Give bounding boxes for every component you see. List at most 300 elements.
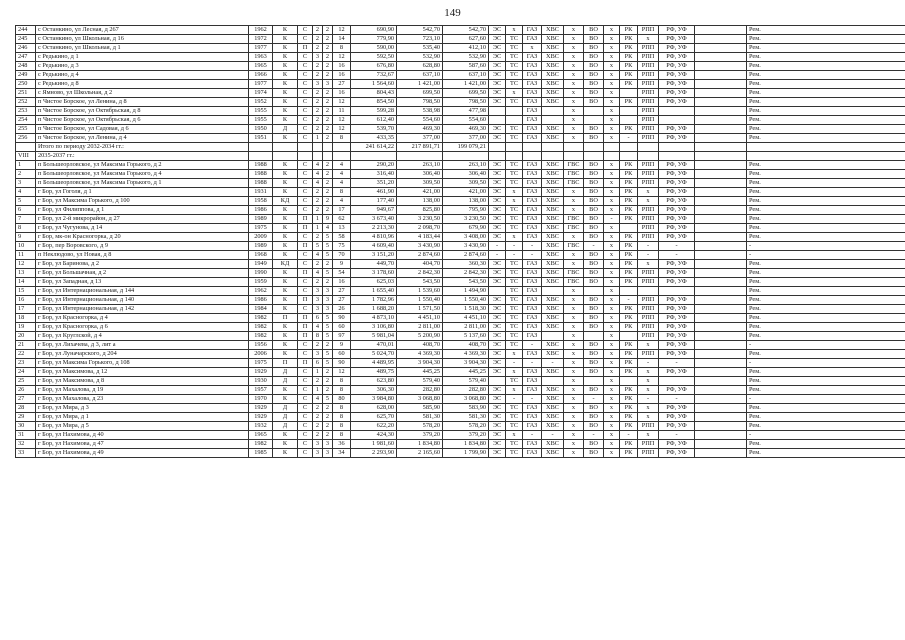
table-cell: ЭС — [489, 233, 506, 242]
table-cell: 5 — [323, 359, 333, 368]
table-cell: - — [747, 431, 905, 440]
table-cell: х — [564, 404, 584, 413]
table-cell: х — [604, 278, 620, 287]
table-cell: Рем. — [747, 197, 905, 206]
table-cell: п Чистое Борское, ул Ленина, д 8 — [36, 98, 249, 107]
table-cell — [695, 431, 747, 440]
table-cell: 9 — [16, 233, 36, 242]
table-cell: 542,70 — [397, 26, 443, 35]
table-cell: 1975 — [249, 359, 273, 368]
table-cell: 1989 — [249, 215, 273, 224]
table-cell: Рем. — [747, 413, 905, 422]
empty-cell — [638, 143, 659, 152]
table-cell: С — [298, 179, 313, 188]
table-cell: - — [523, 251, 542, 260]
table-cell: п Неклюдово, ул Новая, д 8 — [36, 251, 249, 260]
table-cell: РК — [620, 314, 638, 323]
table-cell: 26 — [333, 305, 351, 314]
empty-cell — [323, 152, 333, 161]
table-cell: РК — [620, 386, 638, 395]
table-cell: ТС — [506, 332, 523, 341]
table-cell: ТС — [506, 296, 523, 305]
table-cell: 27 — [333, 80, 351, 89]
table-cell: 4 451,10 — [443, 314, 489, 323]
table-cell: ГАЗ — [523, 215, 542, 224]
table-cell: 2 — [313, 260, 323, 269]
table-cell: ГАЗ — [523, 305, 542, 314]
table-cell: 3 430,90 — [443, 242, 489, 251]
table-cell: 578,20 — [397, 422, 443, 431]
table-cell: 5 — [323, 251, 333, 260]
table-cell: 1957 — [249, 386, 273, 395]
table-cell: РК — [620, 395, 638, 404]
table-cell: 2 — [323, 179, 333, 188]
table-cell: г Бор, ул Мира, д 3 — [36, 404, 249, 413]
table-cell: РК — [620, 341, 638, 350]
table-cell: Рем. — [747, 314, 905, 323]
table-cell: К — [273, 206, 298, 215]
empty-cell — [564, 143, 584, 152]
table-cell: ВО — [584, 296, 604, 305]
table-cell: г Бор, ул Мира, д 5 — [36, 422, 249, 431]
table-cell: ХВС — [542, 305, 564, 314]
table-cell: 581,30 — [443, 413, 489, 422]
table-cell: 249 — [16, 71, 36, 80]
table-cell: - — [747, 242, 905, 251]
table-cell: 245 — [16, 35, 36, 44]
table-cell: 25 — [16, 377, 36, 386]
table-cell: 5 137,60 — [443, 332, 489, 341]
table-cell: 637,10 — [443, 71, 489, 80]
table-cell: - — [659, 395, 695, 404]
table-cell: 1982 — [249, 440, 273, 449]
table-cell: 6 — [313, 359, 323, 368]
table-cell: ТС — [506, 413, 523, 422]
table-cell: РК — [620, 35, 638, 44]
table-cell: ВО — [584, 422, 604, 431]
table-cell: ХВС — [542, 179, 564, 188]
table-cell: 9 — [323, 215, 333, 224]
table-cell: 2 — [313, 188, 323, 197]
table-cell — [489, 287, 506, 296]
table-cell: 3 408,00 — [443, 233, 489, 242]
table-cell: РПП — [638, 224, 659, 233]
table-cell: - — [620, 296, 638, 305]
table-cell: 1989 — [249, 242, 273, 251]
table-cell: 1 494,90 — [443, 287, 489, 296]
housing-register-table — [15, 25, 905, 458]
table-cell: ГАЗ — [523, 116, 542, 125]
table-cell: 4 — [313, 179, 323, 188]
table-cell: х — [564, 386, 584, 395]
table-cell: Д — [273, 377, 298, 386]
table-cell: ХВС — [542, 233, 564, 242]
table-cell: 3 — [323, 449, 333, 458]
table-cell: С — [298, 350, 313, 359]
table-cell: 3 — [313, 53, 323, 62]
table-cell: 252 — [16, 98, 36, 107]
table-cell: 2 — [323, 44, 333, 53]
table-cell: х — [506, 197, 523, 206]
table-cell: 379,20 — [443, 431, 489, 440]
table-cell: 2 811,00 — [443, 323, 489, 332]
table-cell: ВО — [584, 404, 604, 413]
table-cell: ХВС — [542, 71, 564, 80]
table-cell: РПП — [638, 449, 659, 458]
table-cell: ХВС — [542, 323, 564, 332]
table-cell: 4 — [323, 224, 333, 233]
table-cell — [695, 233, 747, 242]
table-cell: ЭС — [489, 431, 506, 440]
table-cell: К — [273, 350, 298, 359]
table-cell: х — [564, 413, 584, 422]
table-row — [16, 161, 905, 170]
table-cell: К — [273, 44, 298, 53]
table-cell: 1990 — [249, 269, 273, 278]
table-cell: 581,30 — [397, 413, 443, 422]
table-cell: ЭС — [489, 359, 506, 368]
table-cell: К — [273, 35, 298, 44]
table-cell: 2 — [323, 134, 333, 143]
section-header-row — [16, 152, 905, 161]
table-cell: 1 550,40 — [443, 296, 489, 305]
table-cell: С — [298, 278, 313, 287]
table-cell: 1951 — [249, 134, 273, 143]
table-row — [16, 125, 905, 134]
table-cell: - — [638, 359, 659, 368]
table-cell — [695, 323, 747, 332]
table-cell — [542, 287, 564, 296]
empty-cell — [351, 152, 397, 161]
table-row — [16, 62, 905, 71]
table-cell: ВО — [584, 35, 604, 44]
register-body — [16, 26, 905, 458]
table-cell: 1 571,50 — [397, 305, 443, 314]
table-cell: 16 — [333, 71, 351, 80]
empty-cell — [747, 143, 905, 152]
table-cell: 16 — [333, 62, 351, 71]
table-cell: 2 — [313, 233, 323, 242]
table-cell: П — [298, 215, 313, 224]
table-cell: 2 — [313, 26, 323, 35]
table-cell: РК — [620, 170, 638, 179]
table-cell: С — [298, 449, 313, 458]
table-cell: 9 — [333, 260, 351, 269]
table-cell: ЭС — [489, 296, 506, 305]
table-cell: 8 — [16, 224, 36, 233]
table-cell: 16 — [333, 278, 351, 287]
table-cell: 1972 — [249, 35, 273, 44]
table-cell: ГАЗ — [523, 179, 542, 188]
table-cell: - — [638, 395, 659, 404]
table-cell: п Большеорловское, ул Максима Горького, д 4 — [36, 170, 249, 179]
table-cell: ТС — [506, 53, 523, 62]
table-cell — [695, 134, 747, 143]
table-cell: - — [506, 242, 523, 251]
table-cell: С — [298, 287, 313, 296]
table-cell: х — [604, 224, 620, 233]
table-cell: 699,50 — [443, 89, 489, 98]
table-cell: х — [506, 431, 523, 440]
table-cell: К — [273, 242, 298, 251]
table-cell: х — [604, 287, 620, 296]
table-cell: 360,30 — [443, 260, 489, 269]
table-cell: К — [273, 116, 298, 125]
table-cell: ГВС — [564, 278, 584, 287]
table-cell: ХВС — [542, 314, 564, 323]
table-cell: 854,50 — [351, 98, 397, 107]
table-cell: 4 451,10 — [397, 314, 443, 323]
table-row — [16, 80, 905, 89]
table-cell: 138,00 — [397, 197, 443, 206]
table-cell: г Бор, ул Махалова, д 19 — [36, 386, 249, 395]
table-cell: х — [638, 188, 659, 197]
table-cell: г Бор, ул Максима Горького, д 100 — [36, 197, 249, 206]
table-cell: - — [523, 431, 542, 440]
table-cell: КД — [273, 197, 298, 206]
table-cell: 421,00 — [397, 188, 443, 197]
table-cell: РК — [620, 188, 638, 197]
table-cell: х — [638, 260, 659, 269]
table-cell: 612,40 — [351, 116, 397, 125]
table-cell: Рем. — [747, 116, 905, 125]
table-cell: РПП — [638, 89, 659, 98]
table-cell: 2 — [323, 188, 333, 197]
table-cell: К — [273, 179, 298, 188]
table-cell: г Бор, ул Махалова, д 23 — [36, 395, 249, 404]
table-cell — [695, 422, 747, 431]
table-cell: 17 — [16, 305, 36, 314]
table-cell: 8 — [333, 431, 351, 440]
table-cell: 2 842,30 — [443, 269, 489, 278]
table-cell: 306,40 — [397, 170, 443, 179]
table-cell: 599,28 — [351, 107, 397, 116]
table-cell: ХВС — [542, 53, 564, 62]
table-cell: К — [273, 53, 298, 62]
table-cell: 5 — [16, 197, 36, 206]
table-cell: Рем. — [747, 422, 905, 431]
table-cell: 14 — [333, 35, 351, 44]
table-cell: ГАЗ — [523, 98, 542, 107]
table-cell: 5 — [323, 350, 333, 359]
table-cell: 5 — [323, 332, 333, 341]
table-cell: х — [564, 305, 584, 314]
table-cell: РК — [620, 251, 638, 260]
table-cell: Рем. — [747, 449, 905, 458]
table-cell: х — [564, 98, 584, 107]
table-cell: х — [604, 251, 620, 260]
table-cell: 379,20 — [397, 431, 443, 440]
table-cell: ВО — [584, 260, 604, 269]
table-cell — [584, 287, 604, 296]
table-cell: ЭС — [489, 278, 506, 287]
table-cell: 1 834,80 — [397, 440, 443, 449]
table-cell: С — [298, 98, 313, 107]
table-cell: ТС — [506, 44, 523, 53]
table-cell: ВО — [584, 161, 604, 170]
table-row — [16, 170, 905, 179]
table-cell: ТС — [506, 179, 523, 188]
table-cell: ТС — [506, 35, 523, 44]
table-cell: К — [273, 170, 298, 179]
table-cell: 4 — [333, 179, 351, 188]
table-cell: С — [298, 251, 313, 260]
table-cell: 1 — [313, 215, 323, 224]
table-cell: Д — [273, 422, 298, 431]
table-cell: К — [273, 305, 298, 314]
table-cell: ВО — [584, 359, 604, 368]
empty-cell — [620, 143, 638, 152]
table-cell: х — [604, 314, 620, 323]
table-cell — [542, 116, 564, 125]
table-cell — [584, 332, 604, 341]
table-cell: 3 — [323, 80, 333, 89]
table-cell: 2 — [323, 98, 333, 107]
table-cell: ТС — [506, 341, 523, 350]
table-cell: 627,60 — [443, 35, 489, 44]
table-cell: 2 — [313, 197, 323, 206]
table-cell: 2 — [323, 278, 333, 287]
table-cell: С — [298, 206, 313, 215]
table-cell: Рем. — [747, 377, 905, 386]
table-row — [16, 53, 905, 62]
table-cell: с Редькино, д 8 — [36, 80, 249, 89]
table-cell: 2 — [323, 89, 333, 98]
table-cell: ГАЗ — [523, 287, 542, 296]
table-cell: 6 — [313, 314, 323, 323]
table-cell: 1986 — [249, 296, 273, 305]
table-cell: х — [564, 116, 584, 125]
table-row — [16, 98, 905, 107]
table-cell: ЭС — [489, 386, 506, 395]
table-cell: ТС — [506, 161, 523, 170]
table-cell: 27 — [333, 296, 351, 305]
table-cell: 11 — [333, 107, 351, 116]
table-cell: 6 — [16, 206, 36, 215]
table-row — [16, 26, 905, 35]
table-cell: РПП — [638, 323, 659, 332]
table-cell: П — [298, 242, 313, 251]
table-cell: х — [564, 80, 584, 89]
table-cell: 2 842,30 — [397, 269, 443, 278]
table-cell: ВО — [584, 350, 604, 359]
table-cell: х — [564, 62, 584, 71]
table-cell: ГАЗ — [523, 350, 542, 359]
table-cell: х — [604, 377, 620, 386]
table-cell: 1955 — [249, 116, 273, 125]
table-row — [16, 188, 905, 197]
table-cell: 1982 — [249, 314, 273, 323]
table-cell: ХВС — [542, 35, 564, 44]
table-cell: г Бор, ул Максимова, д 12 — [36, 368, 249, 377]
table-cell — [489, 116, 506, 125]
table-cell: 4 — [333, 161, 351, 170]
table-cell: 2 098,70 — [397, 224, 443, 233]
table-cell: ХВС — [542, 368, 564, 377]
table-cell: ВО — [584, 386, 604, 395]
table-cell: х — [638, 413, 659, 422]
table-cell: 1 834,80 — [443, 440, 489, 449]
table-cell: 554,60 — [397, 116, 443, 125]
table-cell: ГВС — [564, 179, 584, 188]
table-row — [16, 341, 905, 350]
table-cell — [620, 287, 638, 296]
table-cell: ЭС — [489, 440, 506, 449]
table-cell: 2 — [16, 170, 36, 179]
table-cell: К — [273, 89, 298, 98]
table-cell — [620, 224, 638, 233]
table-row — [16, 179, 905, 188]
table-cell: 2 — [323, 107, 333, 116]
table-cell: х — [604, 26, 620, 35]
table-cell — [620, 89, 638, 98]
table-cell: 3 — [323, 305, 333, 314]
table-cell: ХВС — [542, 62, 564, 71]
table-cell: Рем. — [747, 305, 905, 314]
table-cell: Рем. — [747, 323, 905, 332]
table-cell: РК — [620, 404, 638, 413]
table-cell: 461,90 — [351, 188, 397, 197]
table-cell: 2 — [323, 260, 333, 269]
table-cell: ХВС — [542, 404, 564, 413]
table-cell: С — [298, 188, 313, 197]
table-cell: 14 — [16, 278, 36, 287]
table-cell: - — [523, 341, 542, 350]
table-cell: 4 873,10 — [351, 314, 397, 323]
table-cell — [695, 278, 747, 287]
table-cell: ЭС — [489, 413, 506, 422]
table-cell: х — [564, 350, 584, 359]
table-cell: 585,90 — [397, 404, 443, 413]
table-cell: ЭС — [489, 341, 506, 350]
table-cell: РФ, УФ — [659, 80, 695, 89]
table-cell: ГАЗ — [523, 314, 542, 323]
table-cell — [695, 215, 747, 224]
table-cell: х — [564, 341, 584, 350]
empty-cell — [273, 143, 298, 152]
table-cell: Рем. — [747, 53, 905, 62]
table-cell: 2 293,90 — [351, 449, 397, 458]
table-cell: РПП — [638, 179, 659, 188]
table-cell: с Останкино, ул Школьная, д 1 — [36, 44, 249, 53]
subtotal-row — [16, 143, 905, 152]
table-cell: с Редькино, д 1 — [36, 53, 249, 62]
table-cell: ХВС — [542, 449, 564, 458]
table-cell: ЭС — [489, 179, 506, 188]
empty-cell — [584, 152, 604, 161]
table-row — [16, 296, 905, 305]
table-cell: х — [564, 89, 584, 98]
table-cell: 3 230,50 — [397, 215, 443, 224]
table-cell — [695, 179, 747, 188]
table-cell: 1 799,90 — [443, 449, 489, 458]
table-cell: 2 — [323, 62, 333, 71]
table-cell: х — [604, 422, 620, 431]
table-cell: ГАЗ — [523, 386, 542, 395]
table-cell: х — [604, 89, 620, 98]
table-cell: С — [298, 125, 313, 134]
table-cell: ЭС — [489, 188, 506, 197]
table-cell: К — [273, 323, 298, 332]
table-cell: 1950 — [249, 125, 273, 134]
table-cell: г Бор, ул Нахимова, д 47 — [36, 440, 249, 449]
table-cell: х — [604, 35, 620, 44]
table-cell: 90 — [333, 359, 351, 368]
table-cell: Рем. — [747, 215, 905, 224]
table-cell: 445,25 — [397, 368, 443, 377]
table-cell: ГАЗ — [523, 80, 542, 89]
table-cell: ХВС — [542, 440, 564, 449]
